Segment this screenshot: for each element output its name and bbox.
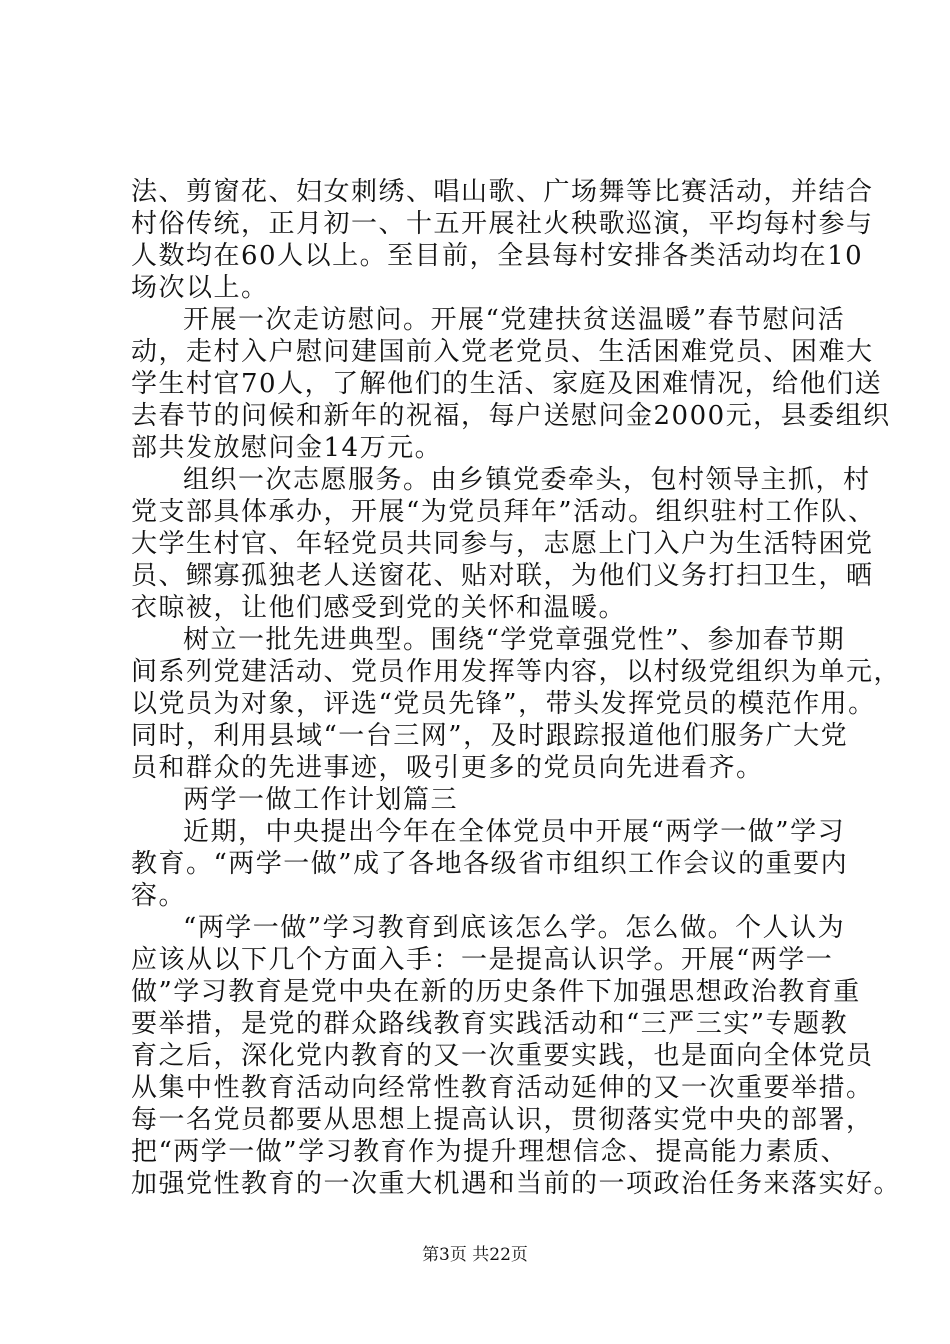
body-text xyxy=(131,176,902,1200)
text-line: 学生村官70人，了解他们的生活、家庭及困难情况，给他们送 xyxy=(131,369,883,399)
text-line: 村俗传统，正月初一、十五开展社火秧歌巡演，平均每村参与 xyxy=(131,209,874,239)
text-line: 员、鳏寡孤独老人送窗花、贴对联，为他们义务打扫卫生，晒 xyxy=(131,561,874,591)
paragraph-start-line: 组织一次志愿服务。由乡镇党委牵头，包村领导主抓，村 xyxy=(183,465,871,495)
text-line: 动，走村入户慰问建国前入党老党员、生活困难党员、困难大 xyxy=(131,337,874,367)
text-line: 场次以上。 xyxy=(131,273,269,303)
text-line: 从集中性教育活动向经常性教育活动延伸的又一次重要举措。 xyxy=(131,1073,874,1103)
paragraph-start-line: “两学一做”学习教育到底该怎么学。怎么做。个人认为 xyxy=(183,913,846,943)
text-line: 要举措，是党的群众路线教育实践活动和“三严三实”专题教 xyxy=(131,1009,849,1039)
text-line: 应该从以下几个方面入手：一是提高认识学。开展“两学一 xyxy=(131,945,834,975)
text-line: 部共发放慰问金14万元。 xyxy=(131,433,443,463)
text-line: 同时，利用县域“一台三网”，及时跟踪报道他们服务广大党 xyxy=(131,721,849,751)
paragraph-start-line: 开展一次走访慰问。开展“党建扶贫送温暖”春节慰问活 xyxy=(183,305,846,335)
text-line: 容。 xyxy=(131,881,187,911)
text-line: 加强党性教育的一次重大机遇和当前的一项政治任务来落实好。 xyxy=(131,1169,902,1199)
text-line: 做”学习教育是党中央在新的历史条件下加强思想政治教育重 xyxy=(131,977,861,1007)
text-line: 把“两学一做”学习教育作为提升理想信念、提高能力素质、 xyxy=(131,1137,849,1167)
text-line: 间系列党建活动、党员作用发挥等内容，以村级党组织为单元， xyxy=(131,657,902,687)
text-line: 员和群众的先进事迹，吸引更多的党员向先进看齐。 xyxy=(131,753,764,783)
paragraph-start-line: 树立一批先进典型。围绕“学党章强党性”、参加春节期 xyxy=(183,625,846,655)
paragraph-start-line: 近期，中央提出今年在全体党员中开展“两学一做”学习 xyxy=(183,817,846,847)
text-line: 教育。“两学一做”成了各地各级省市组织工作会议的重要内 xyxy=(131,849,849,879)
text-line: 衣晾被，让他们感受到党的关怀和温暖。 xyxy=(131,593,627,623)
page-footer: 第3页 共22页 xyxy=(422,1245,528,1265)
text-line: 人数均在60人以上。至目前，全县每村安排各类活动均在10 xyxy=(131,241,864,271)
text-line: 每一名党员都要从思想上提高认识，贯彻落实党中央的部署， xyxy=(131,1105,874,1135)
text-line: 大学生村官、年轻党员共同参与，志愿上门入户为生活特困党 xyxy=(131,529,874,559)
text-line: 育之后，深化党内教育的又一次重要实践，也是面向全体党员 xyxy=(131,1041,874,1071)
text-line: 党支部具体承办，开展“为党员拜年”活动。组织驻村工作队、 xyxy=(131,497,876,527)
text-line: 去春节的问候和新年的祝福，每户送慰问金2000元，县委组织 xyxy=(131,401,891,431)
text-line: 以党员为对象，评选“党员先锋”，带头发挥党员的模范作用。 xyxy=(131,689,876,719)
text-line: 法、剪窗花、妇女刺绣、唱山歌、广场舞等比赛活动，并结合 xyxy=(131,177,874,207)
section-heading: 两学一做工作计划篇三 xyxy=(183,785,459,815)
